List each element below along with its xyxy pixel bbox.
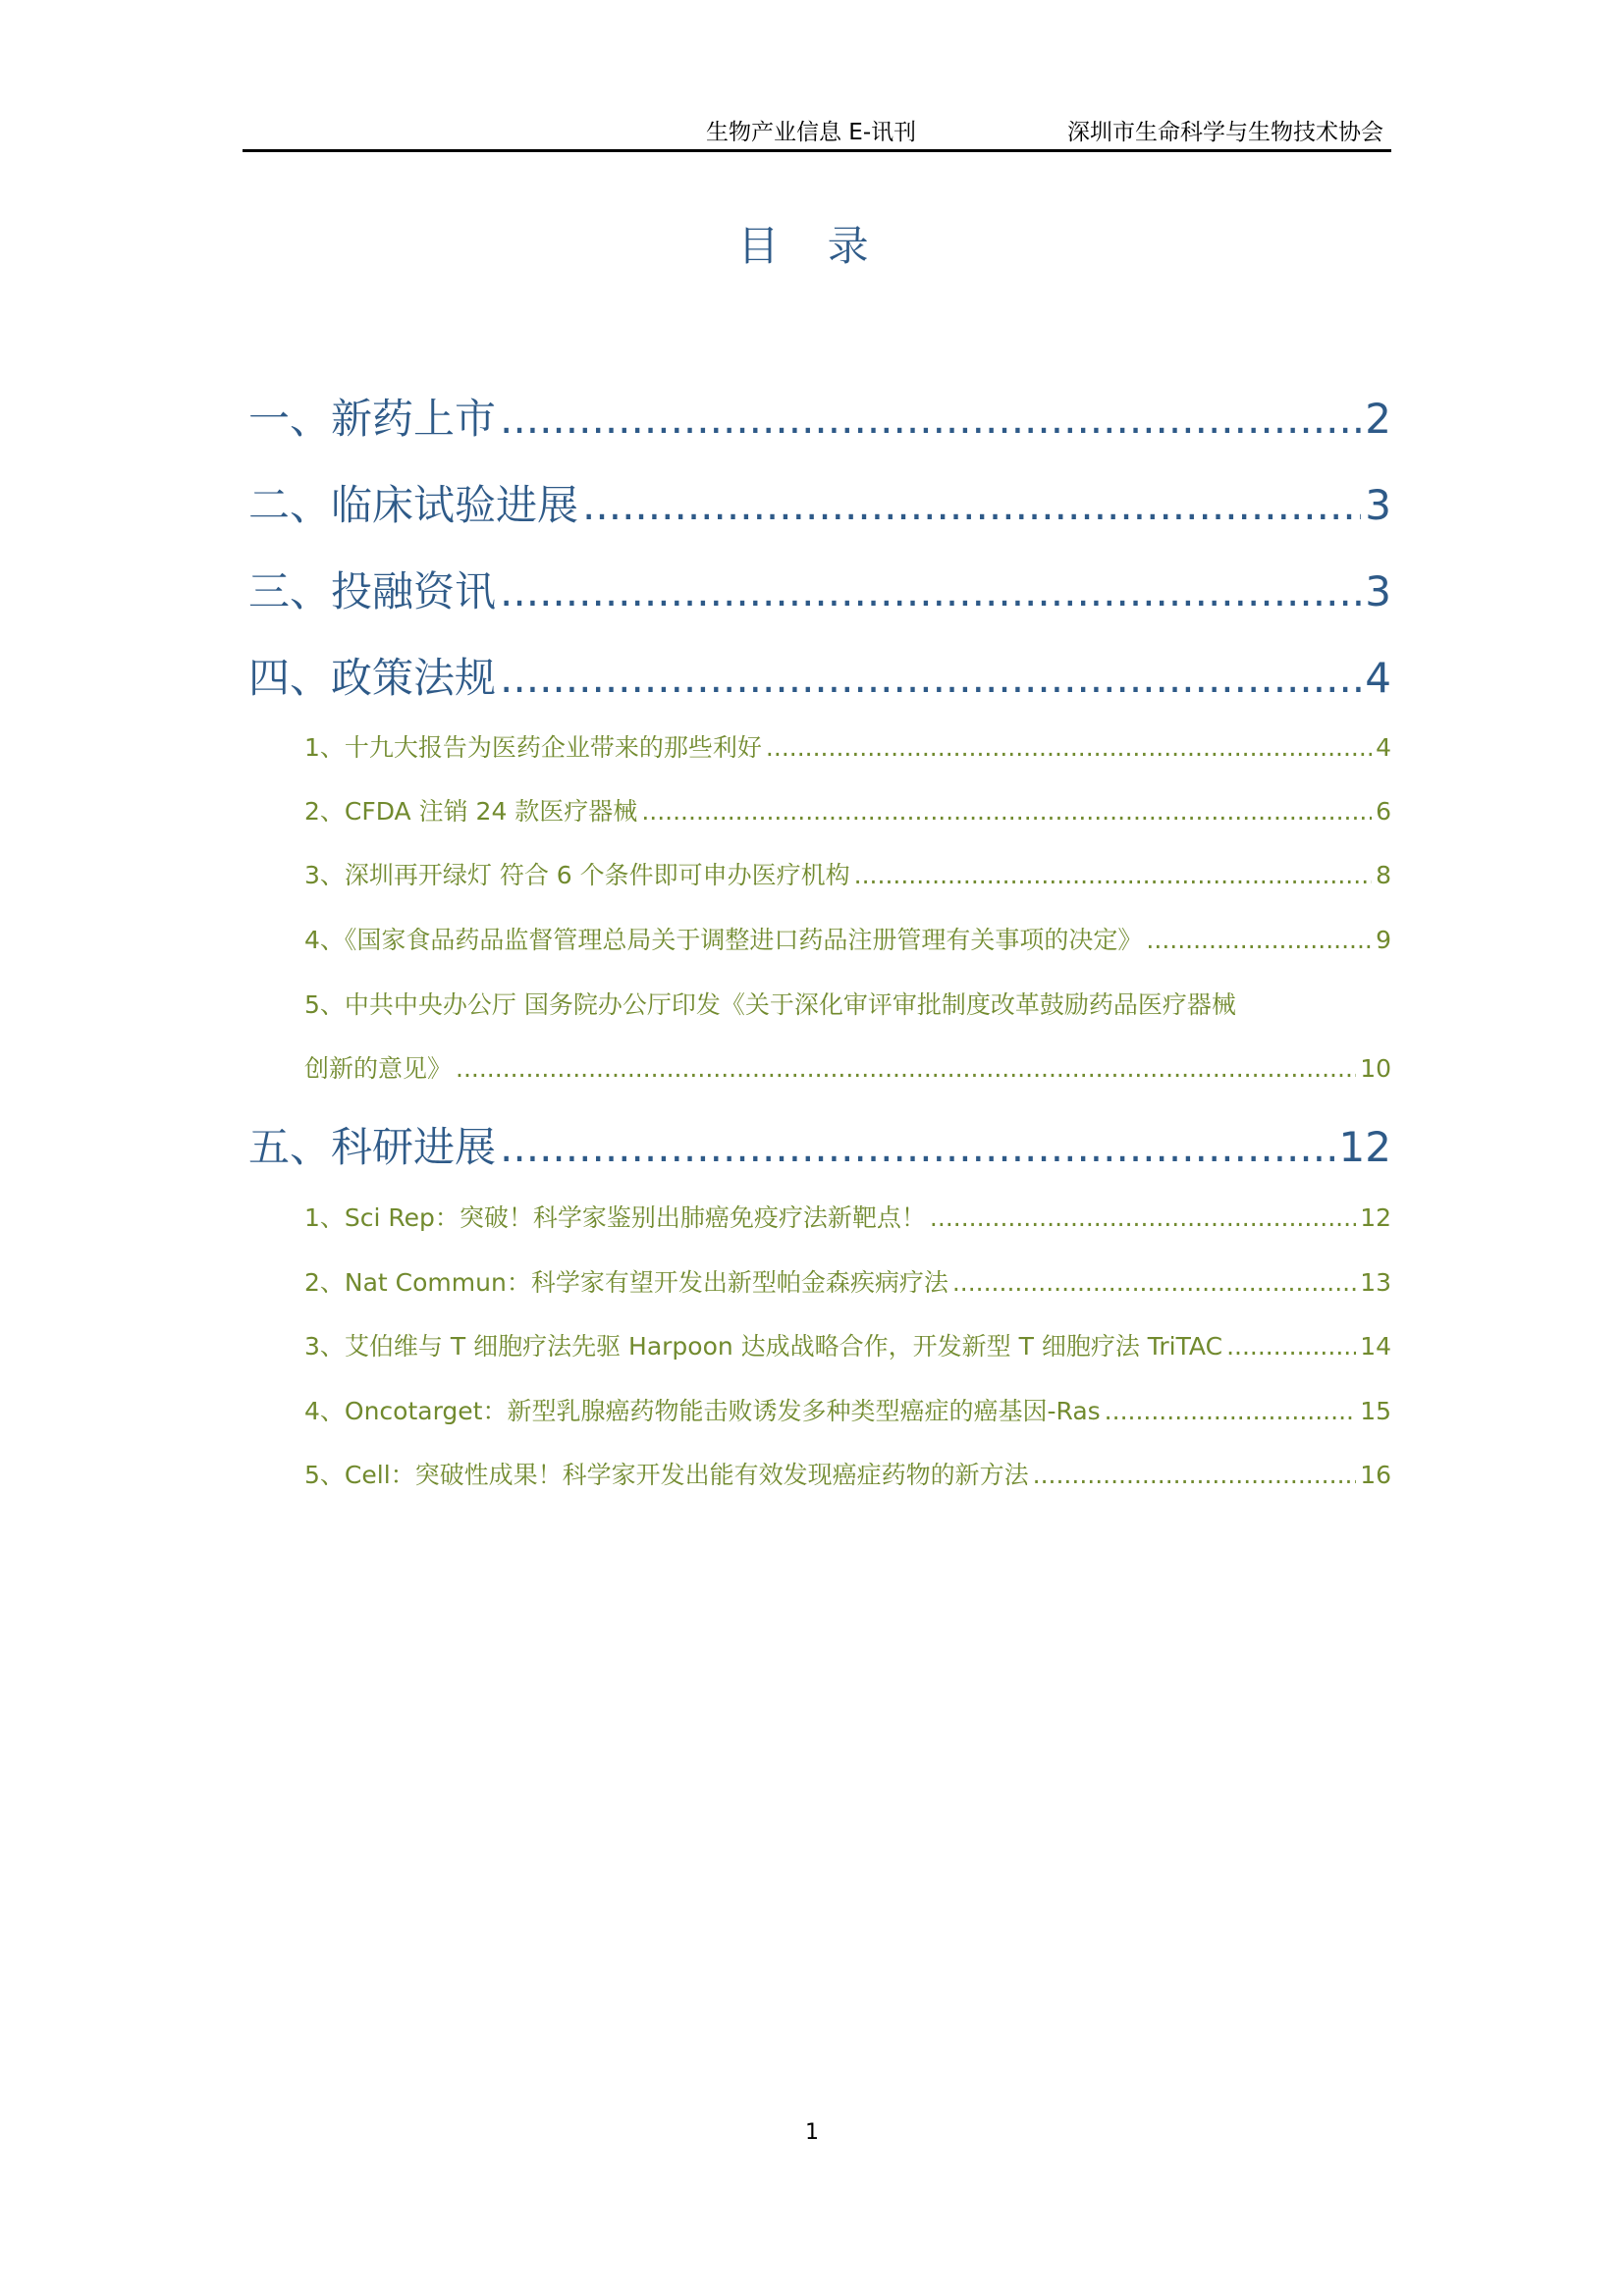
page-header [243, 110, 1391, 152]
toc-subentry-page: 16 [1360, 1461, 1391, 1489]
toc-leader-dots [1226, 1332, 1356, 1361]
toc-leader-dots [930, 1203, 1356, 1232]
toc-entry-policy[interactable] [248, 646, 1391, 705]
toc-entry-investment[interactable] [248, 560, 1391, 618]
toc-subentry-policy-2[interactable] [304, 792, 1391, 828]
toc-leader-dots [1146, 926, 1372, 954]
toc-subentry-policy-5-line2[interactable] [304, 1049, 1391, 1085]
toc-subentry-label: 2、Nat Commun：科学家有望开发出新型帕金森疾病疗法 [304, 1268, 948, 1297]
toc-subentry-label: 4、《国家食品药品监督管理总局关于调整进口药品注册管理有关事项的决定》 [304, 926, 1143, 954]
toc-subentry-label: 1、十九大报告为医药企业带来的那些利好 [304, 733, 762, 762]
toc-subentry-page: 8 [1376, 861, 1391, 889]
toc-subentry-page: 13 [1360, 1268, 1391, 1297]
toc-entry-label: 四、政策法规 [248, 654, 497, 702]
toc-subentry-label: 5、中共中央办公厅 国务院办公厅印发《关于深化审评审批制度改革鼓励药品医疗器械 [304, 990, 1236, 1019]
toc-entry-page: 12 [1338, 1123, 1391, 1171]
toc-entry-label: 三、投融资讯 [248, 567, 497, 615]
toc-subentry-research-2[interactable] [304, 1263, 1391, 1299]
toc-subentry-research-1[interactable] [304, 1199, 1391, 1234]
toc-subentry-policy-5-line1[interactable] [304, 986, 1391, 1021]
toc-subentry-label: 创新的意见》 [304, 1054, 453, 1083]
toc-subentry-policy-4[interactable] [304, 921, 1391, 956]
toc-entry-research[interactable] [248, 1115, 1391, 1174]
toc-leader-dots [456, 1054, 1356, 1083]
toc-subentry-page: 9 [1376, 926, 1391, 954]
toc-leader-dots [1033, 1461, 1357, 1489]
toc-leader-dots [1105, 1397, 1357, 1425]
toc-subentry-research-5[interactable] [304, 1456, 1391, 1491]
toc-subentry-label: 2、CFDA 注销 24 款医疗器械 [304, 797, 638, 826]
toc-leader-dots [952, 1268, 1356, 1297]
toc-entry-clinical-trials[interactable] [248, 473, 1391, 532]
toc-subentry-label: 4、Oncotarget：新型乳腺癌药物能击败诱发多种类型癌症的癌基因-Ras [304, 1397, 1101, 1425]
toc-subentry-research-3[interactable] [304, 1327, 1391, 1362]
toc-subentry-label: 3、艾伯维与 T 细胞疗法先驱 Harpoon 达成战略合作，开发新型 T 细胞疗法 TriTAC [304, 1332, 1223, 1361]
header-organization: 深圳市生命科学与生物技术协会 [1067, 120, 1383, 145]
page-number: 1 [805, 2120, 819, 2145]
toc-subentry-page: 12 [1360, 1203, 1391, 1232]
toc-subentry-research-4[interactable] [304, 1392, 1391, 1427]
toc-entry-label: 一、新药上市 [248, 395, 497, 443]
toc-subentry-label: 5、Cell：突破性成果！科学家开发出能有效发现癌症药物的新方法 [304, 1461, 1029, 1489]
toc-leader-dots [500, 395, 1361, 443]
toc-leader-dots [854, 861, 1372, 889]
toc-subentry-page: 15 [1360, 1397, 1391, 1425]
toc-subentry-policy-1[interactable] [304, 728, 1391, 764]
toc-subentry-policy-3[interactable] [304, 856, 1391, 891]
toc-entry-page: 4 [1365, 654, 1391, 702]
toc-subentry-page: 6 [1376, 797, 1391, 826]
toc-leader-dots [500, 654, 1361, 702]
toc-leader-dots [500, 1123, 1335, 1171]
toc-subentry-label: 3、深圳再开绿灯 符合 6 个条件即可申办医疗机构 [304, 861, 850, 889]
toc-subentry-page: 10 [1360, 1054, 1391, 1083]
toc-subentry-page: 4 [1376, 733, 1391, 762]
toc-entry-page: 3 [1365, 567, 1391, 615]
header-publication: 生物产业信息 E-讯刊 [706, 120, 917, 145]
toc-leader-dots [766, 733, 1372, 762]
toc-entry-label: 五、科研进展 [248, 1123, 497, 1171]
toc-entry-label: 二、临床试验进展 [248, 481, 579, 529]
toc-leader-dots [500, 567, 1361, 615]
toc-leader-dots [582, 481, 1361, 529]
toc-subentry-page: 14 [1360, 1332, 1391, 1361]
toc-entry-new-drugs[interactable] [248, 387, 1391, 446]
toc-entry-page: 3 [1365, 481, 1391, 529]
toc-title: 目 录 [737, 222, 887, 270]
toc-subentry-label: 1、Sci Rep：突破！科学家鉴别出肺癌免疫疗法新靶点！ [304, 1203, 926, 1232]
toc-leader-dots [641, 797, 1372, 826]
toc-entry-page: 2 [1365, 395, 1391, 443]
